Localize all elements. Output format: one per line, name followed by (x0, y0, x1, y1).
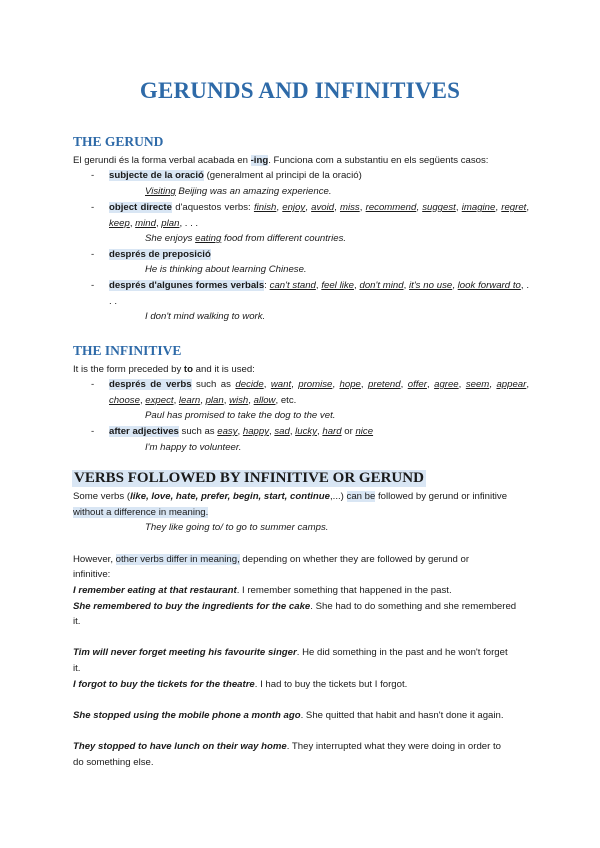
gerund-item-preposition: després de preposició (109, 249, 211, 260)
list-item-word: nice (355, 426, 374, 437)
sentence-remember-ing: I remember eating at that restaurant. I remember something that happened in the past. (73, 585, 452, 596)
list-item-word: hard (322, 426, 342, 437)
list-item-word: recommend (365, 202, 417, 213)
verbs-paragraph-2-line2: infinitive: (73, 569, 111, 580)
list-item-word: avoid (311, 202, 335, 213)
list-item-word: don't mind (359, 280, 404, 291)
gerund-forms-list: can't stand, feel like, don't mind, it's no use, look forward to (269, 280, 521, 291)
bullet-dash: - (91, 249, 95, 260)
list-item-word: enjoy (282, 202, 306, 213)
gerund-example-3: He is thinking about learning Chinese. (145, 264, 307, 275)
sentence-stop-to: They stopped to have lunch on their way home. They interrupted what they were doing in order to (73, 741, 501, 752)
list-item-word: miss (339, 202, 360, 213)
list-item-word: allow (253, 394, 276, 406)
gerund-verb-list: finish, enjoy, avoid, miss, recommend, suggest, imagine, regret, keep, mind, plan (109, 202, 529, 229)
sentence-remember-to-line2: it. (73, 616, 81, 627)
list-item-word: happy (242, 426, 270, 437)
verbs-paragraph-2: However, other verbs differ in meaning, depending on whether they are followed by gerund or (73, 554, 470, 565)
infinitive-heading: THE INFINITIVE (73, 343, 182, 358)
list-item-word: imagine (461, 202, 496, 213)
verbs-example-1: They like going to/ to go to summer camps. (145, 522, 329, 533)
list-item-word: want (270, 379, 292, 390)
list-item-word: mind (135, 217, 156, 229)
bullet-dash: - (91, 426, 95, 437)
gerund-example-4: I don't mind walking to work. (145, 311, 266, 322)
list-item-word: decide (235, 379, 264, 390)
list-item-word: learn (178, 394, 201, 406)
verbs-heading: VERBS FOLLOWED BY INFINITIVE OR GERUND (74, 470, 424, 486)
list-item-word: wish (229, 394, 249, 406)
list-item-word: keep (109, 217, 130, 229)
gerund-intro: El gerundi és la forma verbal acabada en -ing. Funciona com a substantiu en els següents casos: (73, 155, 489, 166)
gerund-item-subject: subjecte de la oració (generalment al principi de la oració) (109, 170, 362, 181)
list-item-word: plan (161, 217, 180, 229)
gerund-item-verbal-forms: després d'algunes formes verbals: can't stand, feel like, don't mind, it's no use, look forward to, . . . (109, 280, 529, 307)
sentence-forget-ing-line2: it. (73, 663, 81, 674)
sentence-remember-to: She remembered to buy the ingredients for the cake. She had to do something and she remembered (73, 601, 517, 612)
list-item-word: choose (109, 394, 140, 406)
sentence-stop-to-line2: do something else. (73, 757, 154, 768)
infinitive-item-verbs: després de verbs such as decide, want, promise, hope, pretend, offer, agree, seem, appear, choose, expect, learn, plan, wish, allow, etc. (109, 379, 529, 406)
bullet-dash: - (91, 280, 95, 291)
verbs-paragraph-1: Some verbs (like, love, hate, prefer, begin, start, continue,...) can be followed by gerund or infinitive (73, 491, 508, 502)
list-item-word: easy (217, 426, 238, 437)
list-item-word: sad (274, 426, 290, 437)
sentence-stop-ing: She stopped using the mobile phone a month ago. She quitted that habit and hasn't done it again. (73, 710, 504, 721)
sentence-forget-ing: Tim will never forget meeting his favourite singer. He did something in the past and he won't forget (73, 647, 508, 658)
list-item-word: offer (407, 379, 427, 390)
list-item-word: look forward to (457, 280, 521, 291)
list-item-word: hope (339, 379, 361, 390)
list-item-word: expect (145, 394, 174, 406)
infinitive-example-2: I'm happy to volunteer. (145, 442, 242, 453)
bullet-dash: - (91, 379, 95, 390)
list-item-word: lucky (295, 426, 318, 437)
page-title: GERUNDS AND INFINITIVES (139, 78, 461, 103)
infinitive-example-1: Paul has promised to take the dog to the vet. (145, 410, 336, 421)
list-item-word: seem (465, 379, 490, 390)
gerund-example-2: She enjoys eating food from different countries. (145, 233, 347, 244)
infinitive-intro: It is the form preceded by to and it is used: (73, 364, 255, 375)
list-item-word: regret (501, 202, 527, 213)
list-item-word: suggest (422, 202, 456, 213)
sentence-forget-to: I forgot to buy the tickets for the theatre. I had to buy the tickets but I forgot. (73, 679, 408, 690)
list-item-word: can't stand (269, 280, 316, 291)
list-item-word: finish (253, 202, 277, 213)
list-item-word: feel like (321, 280, 355, 291)
infinitive-item-adjectives: after adjectives such as easy, happy, sad, lucky, hard or nice (109, 426, 374, 437)
list-item-word: agree (434, 379, 459, 390)
infinitive-adjective-list: easy, happy, sad, lucky, hard or nice (217, 426, 374, 437)
gerund-heading: THE GERUND (73, 134, 164, 149)
infinitive-verb-list: decide, want, promise, hope, pretend, offer, agree, seem, appear, choose, expect, learn, plan, wish, allow (109, 379, 529, 406)
bullet-dash: - (91, 202, 95, 213)
list-item-word: pretend (368, 379, 401, 390)
list-item-word: appear (496, 379, 527, 390)
gerund-item-object: object directe d'aquestos verbs: finish, enjoy, avoid, miss, recommend, suggest, imagine, regret, keep, mind, plan, . . . (109, 202, 529, 229)
gerund-example-1: Visiting Beijing was an amazing experience. (145, 186, 332, 197)
list-item-word: it's no use (409, 280, 453, 291)
bullet-dash: - (91, 170, 95, 181)
list-item-word: promise (298, 379, 333, 390)
verbs-paragraph-1-line2: without a difference in meaning. (73, 507, 209, 518)
list-item-word: plan (205, 394, 224, 406)
